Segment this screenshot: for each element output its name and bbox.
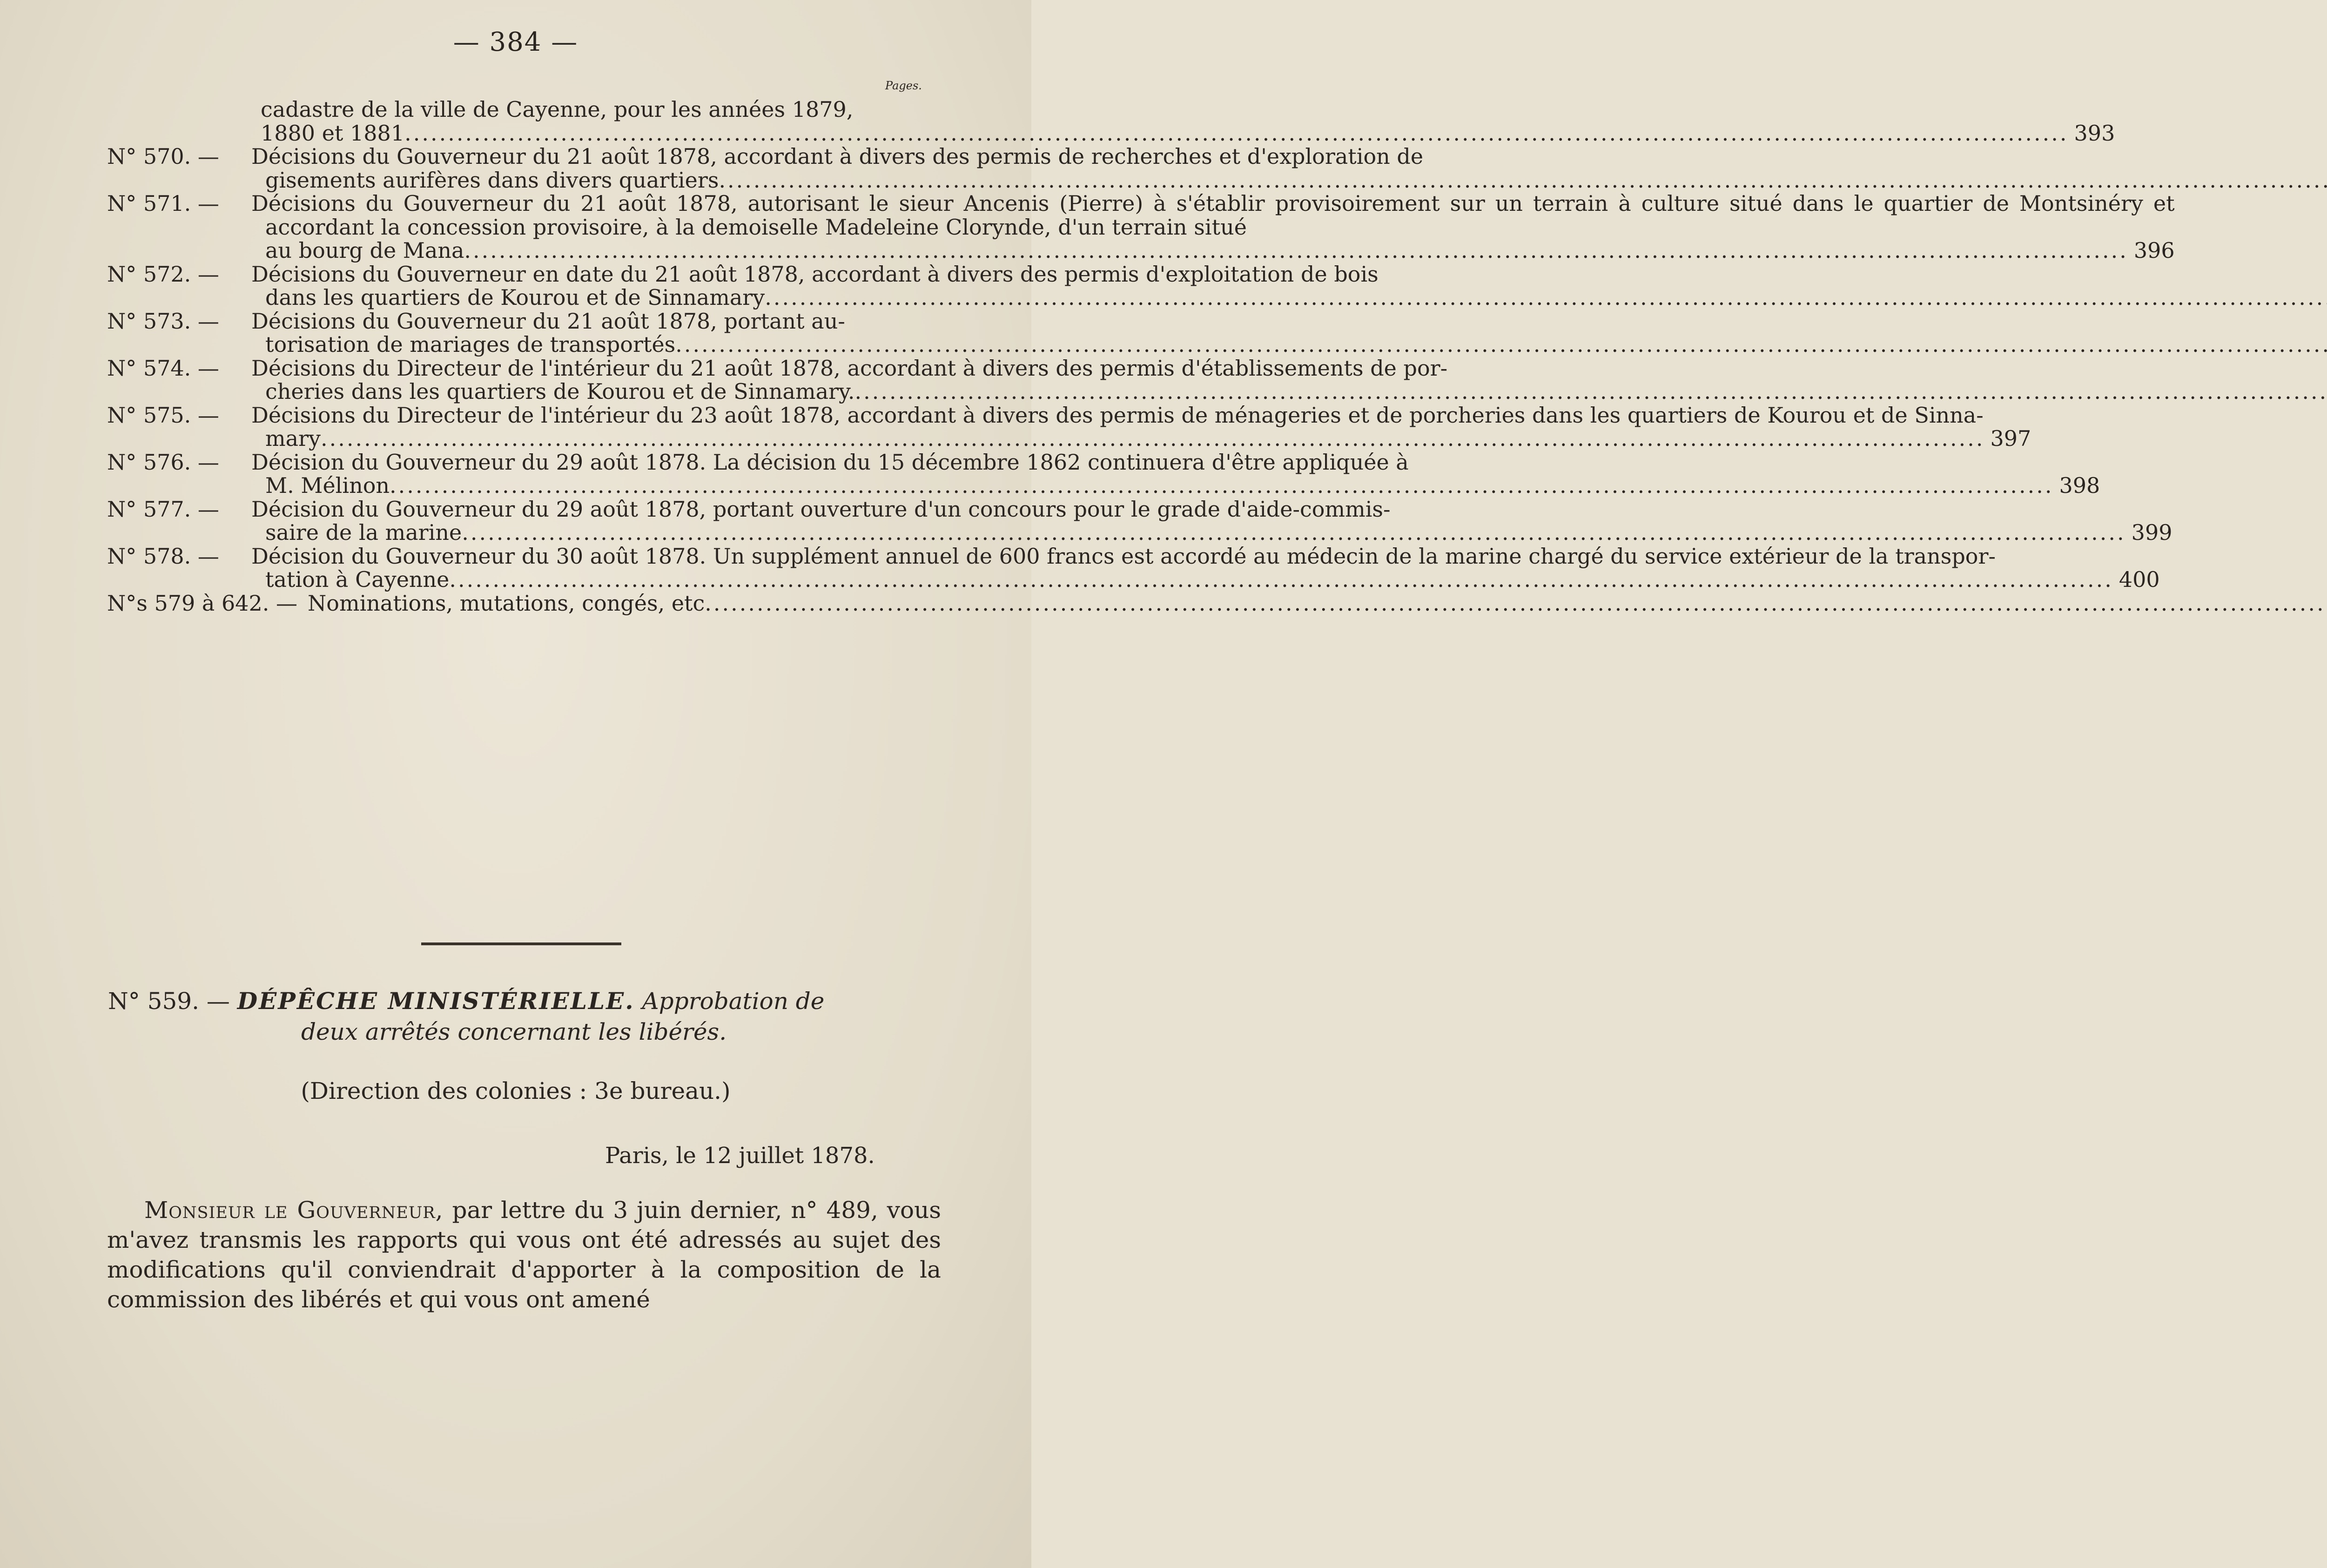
toc-page-ref: 396 (2133, 238, 2175, 263)
toc-entry-last: dans les quartiers de Kourou et de Sinnamary (265, 285, 765, 310)
dateline: Paris, le 12 juillet 1878. (605, 1143, 875, 1169)
toc-page-ref: 393 (2074, 120, 2115, 146)
toc-entry-number: N°s 579 à 642. (107, 590, 269, 616)
toc-dash: — (197, 191, 219, 216)
toc-entry (107, 402, 2031, 451)
toc-dash: — (197, 144, 219, 169)
toc-entry-final (107, 592, 940, 615)
section-divider (421, 942, 621, 945)
section-heading (108, 986, 941, 1047)
toc-entry-last: M. Mélinon (265, 473, 390, 498)
toc-entries (107, 144, 2175, 592)
toc-continuation (107, 97, 2115, 146)
toc-entry (107, 261, 1379, 310)
toc-entry (107, 496, 2172, 545)
toc-entry-text: Décision du Gouverneur du 29 août 1878, portant ouverture d'un concours pour le grade d'aide-commis- (251, 496, 1391, 522)
toc-entry-number: N° 570. (107, 144, 191, 169)
pages-column-label: Pages. (885, 79, 922, 92)
toc-entry-last: mary (265, 426, 321, 451)
direction-line: (Direction des colonies : 3e bureau.) (301, 1077, 731, 1104)
toc-entry-number: N° 571. (107, 191, 191, 216)
toc-entry-number: N° 573. (107, 308, 191, 334)
toc-entry-last: Nominations, mutations, congés, etc (308, 590, 705, 616)
leader-dots (464, 239, 2128, 262)
toc-entry-text: Décisions du Directeur de l'intérieur du 21 août 1878, accordant à divers des permis d'établissements de por- (251, 355, 1448, 381)
toc-entry (107, 310, 940, 357)
toc-dash: — (197, 402, 219, 428)
leader-dots (449, 568, 2113, 592)
table-of-contents (107, 97, 2175, 616)
toc-entry-number: N° 575. (107, 402, 191, 428)
heading-subtitle: Approbation de (642, 988, 825, 1015)
toc-entry (107, 543, 2160, 592)
leader-dots (390, 474, 2053, 498)
toc-entry-last: cheries dans les quartiers de Kourou et de Sinnamary. (265, 379, 855, 404)
toc-continuation-line: cadastre de la ville de Cayenne, pour les années 1879, (261, 97, 854, 122)
toc-entry (107, 449, 2100, 498)
salutation: Monsieur le Gouverneur, (144, 1197, 444, 1224)
toc-entry-text: Décisions du Gouverneur en date du 21 août 1878, accordant à divers des permis d'exploitation de bois (251, 261, 1379, 287)
toc-dash: — (197, 355, 219, 381)
toc-entry-number: N° 574. (107, 355, 191, 381)
toc-entry-number: N° 578. (107, 543, 191, 569)
leader-dots (462, 521, 2125, 545)
toc-entry-last: saire de la marine (265, 520, 462, 545)
toc-dash: — (197, 496, 219, 522)
leader-dots (719, 168, 2327, 192)
leader-dots (404, 121, 2068, 145)
leader-dots (675, 333, 2327, 357)
toc-page-ref: 397 (1990, 426, 2031, 451)
toc-page-ref: 400 (2119, 567, 2160, 592)
toc-entry (107, 355, 1448, 404)
letter-paragraph (107, 1195, 941, 1314)
toc-entry-text: Décision du Gouverneur du 29 août 1878. La décision du 15 décembre 1862 continuera d'être appliquée à (251, 449, 1409, 475)
toc-dash: — (197, 543, 219, 569)
toc-dash: — (197, 308, 219, 334)
toc-entry-last: tation à Cayenne (265, 567, 450, 592)
toc-entry-text: Décision du Gouverneur du 30 août 1878. Un supplément annuel de 600 francs est accordé au médecin de la marine chargé du service extérieur de la transpor- (251, 543, 1996, 569)
toc-page-ref: 399 (2131, 520, 2172, 545)
toc-page-ref: 398 (2059, 473, 2100, 498)
toc-entry-text: Décisions du Gouverneur du 21 août 1878, portant au- (251, 308, 845, 334)
toc-entry (107, 144, 1424, 193)
toc-continuation-last: 1880 et 1881 (261, 120, 405, 146)
toc-dash: — (276, 590, 297, 616)
toc-entry-text: Décisions du Gouverneur du 21 août 1878, autorisant le sieur Ancenis (Pierre) à s'établir provisoirement sur un terrain à culture situé dans le quartier de Montsinéry et accordant la concession provisoire, à la demoiselle Madeleine Clorynde, d'un terrain situé (251, 191, 2175, 240)
leader-dots (705, 592, 2327, 615)
toc-dash: — (197, 449, 219, 475)
toc-entry (107, 191, 2175, 263)
page-number: — 384 — (453, 27, 578, 57)
heading-title: DÉPÊCHE MINISTÉRIELLE. (237, 987, 635, 1015)
toc-entry-text: Décisions du Directeur de l'intérieur du 23 août 1878, accordant à divers des permis de ménageries et de porcheries dans les quartiers de Kourou et de Sinna- (251, 402, 1984, 428)
toc-entry-number: N° 572. (107, 261, 191, 287)
paragraph-text: par lettre du 3 juin dernier, n° 489, vous m'avez transmis les rapports qui vous ont été adressés au sujet des modifications qu'il conviendrait d'apporter à la composition de la commission des libérés et qui vous ont amené (107, 1197, 941, 1313)
toc-entry-last: torisation de mariages de transportés (265, 332, 676, 357)
toc-dash: — (197, 261, 219, 287)
heading-number: N° 559. (108, 988, 199, 1015)
leader-dots (855, 380, 2327, 404)
toc-entry-last: gisements aurifères dans divers quartiers (265, 167, 719, 193)
toc-entry-number: N° 576. (107, 449, 191, 475)
leader-dots (321, 427, 1984, 451)
toc-entry-number: N° 577. (107, 496, 191, 522)
toc-entry-last: au bourg de Mana (265, 238, 464, 263)
heading-dash: — (206, 988, 230, 1015)
leader-dots (765, 286, 2327, 310)
heading-subtitle-line2: deux arrêtés concernant les libérés. (301, 1018, 727, 1045)
toc-entry-text: Décisions du Gouverneur du 21 août 1878, accordant à divers des permis de recherches et d'exploration de (251, 144, 1424, 169)
